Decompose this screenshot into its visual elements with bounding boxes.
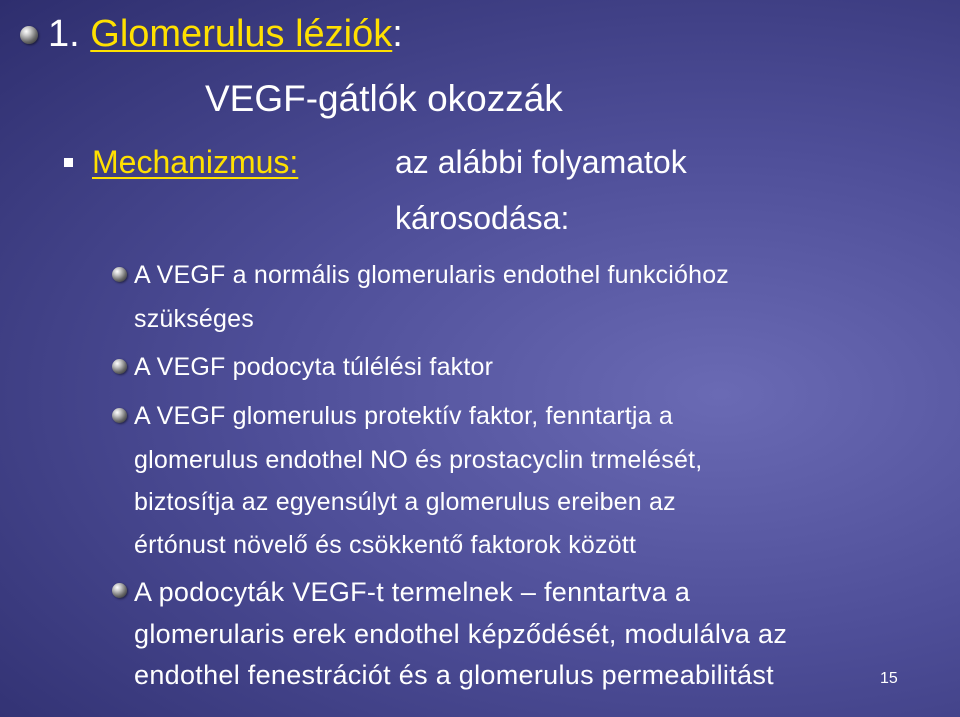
bullet-1-line-1: A VEGF a normális glomerularis endothel funkcióhoz — [134, 261, 730, 289]
sphere-bullet-icon — [112, 359, 127, 374]
bullet-3-line-3: biztosítja az egyensúlyt a glomerulus ereiben az — [134, 488, 676, 516]
mechanism-label: Mechanizmus: — [92, 144, 299, 180]
slide-title — [48, 10, 403, 58]
sphere-bullet-icon — [20, 26, 38, 44]
bullet-4-line-2: glomerularis erek endothel képződését, modulálva az — [134, 619, 788, 649]
square-bullet-icon — [64, 158, 73, 167]
bullet-3-line-2: glomerulus endothel NO és prostacyclin trmelését, — [134, 446, 703, 474]
bullet-3-line-1: A VEGF glomerulus protektív faktor, fenntartja a — [134, 402, 674, 430]
mechanism-text-line2: károsodása: — [395, 200, 570, 236]
title-text: Glomerulus léziók — [90, 13, 393, 55]
bullet-3-line-4: értónust növelő és csökkentő faktorok között — [134, 531, 637, 559]
title-colon: : — [392, 13, 403, 55]
title-number: 1. — [48, 13, 80, 55]
page-number: 15 — [880, 670, 898, 687]
subtitle: VEGF-gátlók okozzák — [205, 78, 563, 119]
bullet-2-line-1: A VEGF podocyta túlélési faktor — [134, 353, 494, 381]
sphere-bullet-icon — [112, 583, 127, 598]
bullet-1-line-2: szükséges — [134, 305, 254, 333]
bullet-4-line-1: A podocyták VEGF-t termelnek – fenntartva a — [134, 577, 691, 607]
sphere-bullet-icon — [112, 267, 127, 282]
bullet-4-line-3: endothel fenestrációt és a glomerulus permeabilitást — [134, 660, 774, 690]
sphere-bullet-icon — [112, 408, 127, 423]
mechanism-text-line1: az alábbi folyamatok — [395, 144, 687, 180]
